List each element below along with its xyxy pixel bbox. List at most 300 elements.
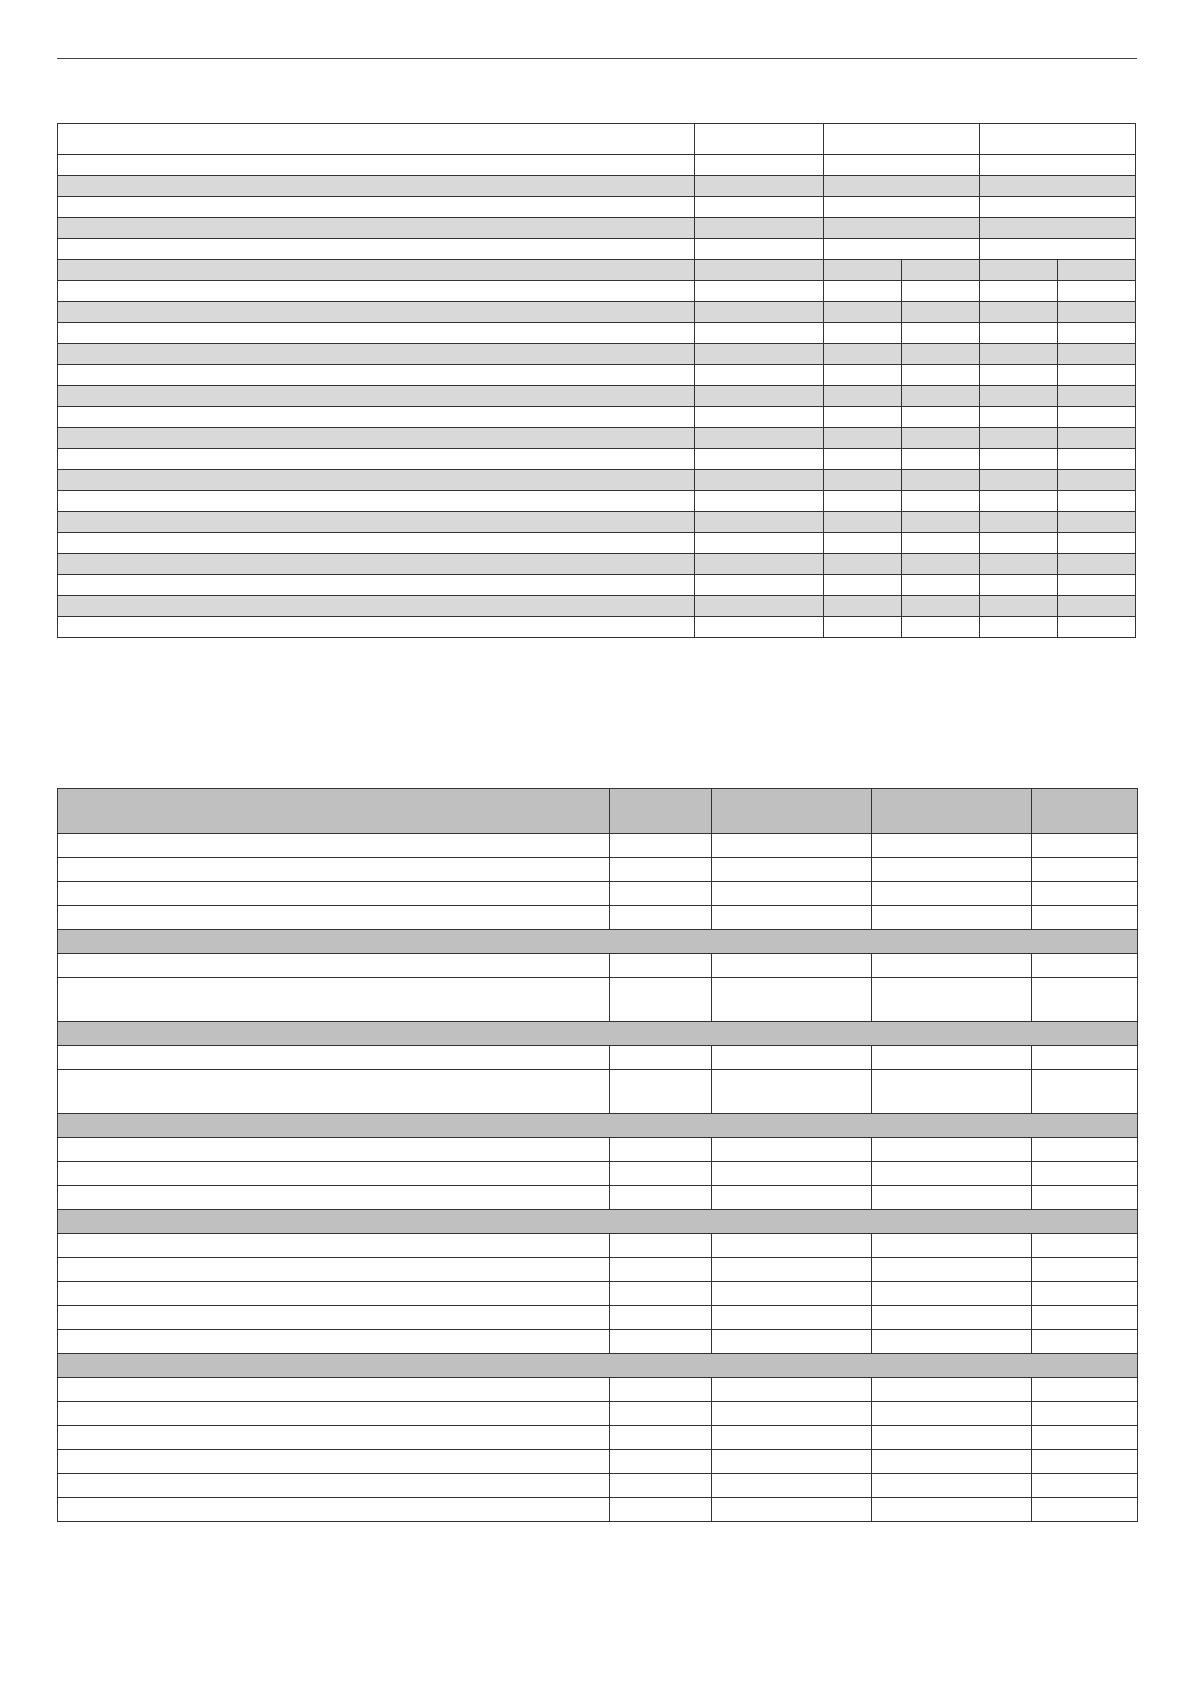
table-cell [712, 1330, 872, 1354]
table-row [58, 1378, 1138, 1402]
table-cell [58, 954, 610, 978]
table-cell [902, 575, 980, 596]
table-cell [58, 1402, 610, 1426]
table-cell [58, 323, 695, 344]
table-cell [872, 1378, 1032, 1402]
table-cell [980, 344, 1058, 365]
table-cell [824, 239, 980, 260]
table-cell [872, 954, 1032, 978]
table-cell [712, 1234, 872, 1258]
table-cell [58, 1022, 1138, 1046]
table-cell [610, 954, 712, 978]
table-cell [1058, 470, 1136, 491]
table-row [58, 260, 1136, 281]
table-cell [872, 978, 1032, 1022]
table-cell [58, 1330, 610, 1354]
table-cell [695, 155, 824, 176]
table-cell [610, 1138, 712, 1162]
table-row [58, 155, 1136, 176]
table-cell [58, 930, 1138, 954]
table-cell [1058, 428, 1136, 449]
table-cell [712, 954, 872, 978]
table-cell [58, 1354, 1138, 1378]
table-cell [1032, 1306, 1138, 1330]
table-cell [872, 1046, 1032, 1070]
table-cell [58, 1474, 610, 1498]
table-row [58, 323, 1136, 344]
table-cell [695, 575, 824, 596]
table-cell [712, 1426, 872, 1450]
table-cell [872, 906, 1032, 930]
table-cell [695, 344, 824, 365]
table-cell [1058, 575, 1136, 596]
table-cell [712, 1450, 872, 1474]
table-row [58, 575, 1136, 596]
table-top [57, 123, 1136, 638]
table-cell [902, 344, 980, 365]
table-cell [610, 882, 712, 906]
table-cell [1032, 1450, 1138, 1474]
table-row [58, 954, 1138, 978]
table-cell [1032, 1378, 1138, 1402]
table-cell [902, 428, 980, 449]
section-row [58, 1354, 1138, 1378]
table-cell [1058, 554, 1136, 575]
table-row [58, 1234, 1138, 1258]
table-cell [712, 1498, 872, 1522]
table-cell [980, 575, 1058, 596]
table-cell [712, 1162, 872, 1186]
table-cell [872, 1498, 1032, 1522]
table-cell [1032, 978, 1138, 1022]
table-cell [902, 302, 980, 323]
table-cell [58, 554, 695, 575]
table-row [58, 512, 1136, 533]
table-cell [712, 1070, 872, 1114]
table-row [58, 365, 1136, 386]
table-row [58, 1186, 1138, 1210]
table-cell [980, 449, 1058, 470]
table-cell [1032, 1258, 1138, 1282]
table-row [58, 386, 1136, 407]
table-cell [1058, 302, 1136, 323]
table-row [58, 302, 1136, 323]
table-row [58, 1330, 1138, 1354]
table-cell [58, 449, 695, 470]
table-cell [610, 1402, 712, 1426]
table-cell [610, 1186, 712, 1210]
table-cell [695, 302, 824, 323]
table-cell [712, 978, 872, 1022]
table-cell [610, 1306, 712, 1330]
table-row [58, 218, 1136, 239]
table-cell [58, 302, 695, 323]
table-cell [980, 239, 1136, 260]
section-row [58, 930, 1138, 954]
table-cell [980, 617, 1058, 638]
table-cell [695, 197, 824, 218]
table-cell [1032, 1186, 1138, 1210]
table-cell [1058, 617, 1136, 638]
table-cell [58, 834, 610, 858]
table-cell [872, 1162, 1032, 1186]
table-cell [1058, 365, 1136, 386]
table-cell [58, 1186, 610, 1210]
table-row [58, 554, 1136, 575]
table-cell [610, 789, 712, 834]
table-cell [58, 533, 695, 554]
table-cell [980, 491, 1058, 512]
section-row [58, 1022, 1138, 1046]
table-cell [695, 365, 824, 386]
table-row [58, 344, 1136, 365]
table-cell [1032, 1046, 1138, 1070]
table-cell [58, 596, 695, 617]
table-cell [58, 260, 695, 281]
table-row [58, 1162, 1138, 1186]
table-cell [695, 491, 824, 512]
table-cell [58, 1162, 610, 1186]
table-cell [902, 617, 980, 638]
table-cell [712, 789, 872, 834]
table-cell [695, 323, 824, 344]
table-cell [58, 344, 695, 365]
table-cell [610, 978, 712, 1022]
table-cell [980, 197, 1136, 218]
table-cell [695, 596, 824, 617]
table-cell [980, 407, 1058, 428]
table-cell [58, 1210, 1138, 1234]
table-cell [58, 386, 695, 407]
table-cell [1058, 533, 1136, 554]
table-row [58, 281, 1136, 302]
table-cell [824, 124, 980, 155]
table-cell [980, 176, 1136, 197]
table-row [58, 1070, 1138, 1114]
section-row [58, 1210, 1138, 1234]
table-cell [1058, 512, 1136, 533]
table-cell [712, 1138, 872, 1162]
table-row [58, 978, 1138, 1022]
table-cell [902, 533, 980, 554]
table-row [58, 906, 1138, 930]
table-cell [902, 512, 980, 533]
table-cell [980, 323, 1058, 344]
table-cell [872, 834, 1032, 858]
table-cell [58, 365, 695, 386]
table-cell [1032, 1162, 1138, 1186]
table-cell [1032, 954, 1138, 978]
table-cell [824, 218, 980, 239]
table-cell [1032, 789, 1138, 834]
table-cell [824, 533, 902, 554]
table-cell [58, 428, 695, 449]
table-row [58, 124, 1136, 155]
table-row [58, 1138, 1138, 1162]
table-cell [1032, 1138, 1138, 1162]
table-cell [58, 1114, 1138, 1138]
table-cell [1058, 323, 1136, 344]
table-cell [872, 882, 1032, 906]
table-cell [824, 407, 902, 428]
table-cell [695, 449, 824, 470]
table-cell [824, 470, 902, 491]
table-cell [58, 1306, 610, 1330]
table-cell [610, 1450, 712, 1474]
table-cell [58, 978, 610, 1022]
table-cell [610, 1234, 712, 1258]
table-cell [58, 407, 695, 428]
table-cell [695, 554, 824, 575]
table-cell [58, 1138, 610, 1162]
table-cell [1058, 491, 1136, 512]
table-cell [610, 858, 712, 882]
table-cell [58, 1258, 610, 1282]
table-cell [872, 1282, 1032, 1306]
table-cell [824, 449, 902, 470]
table-row [58, 197, 1136, 218]
table-cell [58, 470, 695, 491]
table-cell [980, 470, 1058, 491]
table-cell [872, 1258, 1032, 1282]
table-cell [1032, 882, 1138, 906]
table-cell [824, 281, 902, 302]
table-cell [695, 218, 824, 239]
table-cell [610, 1474, 712, 1498]
table-row [58, 1450, 1138, 1474]
table-cell [58, 1070, 610, 1114]
table-cell [712, 858, 872, 882]
table-cell [902, 449, 980, 470]
table-row [58, 470, 1136, 491]
table-cell [58, 617, 695, 638]
table-row [58, 1258, 1138, 1282]
table-cell [695, 533, 824, 554]
table-row [58, 1474, 1138, 1498]
table-cell [980, 260, 1058, 281]
table-cell [872, 1306, 1032, 1330]
table-cell [610, 1070, 712, 1114]
table-row [58, 407, 1136, 428]
table-cell [980, 155, 1136, 176]
table-cell [58, 858, 610, 882]
table-cell [872, 1070, 1032, 1114]
table-cell [872, 1450, 1032, 1474]
table-cell [824, 617, 902, 638]
table-cell [610, 906, 712, 930]
table-header-row [58, 789, 1138, 834]
table-row [58, 858, 1138, 882]
table-cell [824, 554, 902, 575]
table-cell [980, 554, 1058, 575]
table-cell [980, 365, 1058, 386]
table-cell [712, 1378, 872, 1402]
table-cell [980, 218, 1136, 239]
table-cell [872, 1402, 1032, 1426]
table-cell [712, 1402, 872, 1426]
table-cell [1058, 596, 1136, 617]
table-cell [980, 512, 1058, 533]
table-cell [58, 1426, 610, 1450]
table-cell [824, 512, 902, 533]
table-row [58, 1306, 1138, 1330]
table-cell [712, 1186, 872, 1210]
table-cell [610, 1162, 712, 1186]
table-cell [980, 533, 1058, 554]
table-cell [824, 575, 902, 596]
table-cell [824, 197, 980, 218]
table-cell [824, 428, 902, 449]
table-cell [824, 491, 902, 512]
table-cell [695, 428, 824, 449]
table-cell [58, 124, 695, 155]
table-cell [712, 1046, 872, 1070]
table-cell [1032, 858, 1138, 882]
table-cell [695, 512, 824, 533]
table-bottom [57, 788, 1138, 1522]
table-cell [610, 1426, 712, 1450]
table-cell [712, 1282, 872, 1306]
table-cell [58, 197, 695, 218]
table-cell [695, 176, 824, 197]
table-cell [58, 1378, 610, 1402]
table-cell [610, 1258, 712, 1282]
table-cell [1058, 449, 1136, 470]
table-cell [872, 1426, 1032, 1450]
table-cell [902, 260, 980, 281]
table-cell [902, 596, 980, 617]
table-cell [872, 1186, 1032, 1210]
table-cell [695, 617, 824, 638]
table-cell [695, 281, 824, 302]
table-cell [695, 124, 824, 155]
table-cell [1058, 281, 1136, 302]
table-row [58, 596, 1136, 617]
table-cell [980, 281, 1058, 302]
table-row [58, 491, 1136, 512]
table-cell [980, 124, 1136, 155]
table-cell [902, 470, 980, 491]
table-cell [610, 1378, 712, 1402]
table-cell [58, 575, 695, 596]
table-cell [58, 789, 610, 834]
table-cell [610, 1282, 712, 1306]
table-cell [712, 1258, 872, 1282]
table-cell [58, 491, 695, 512]
table-cell [712, 906, 872, 930]
table-cell [980, 596, 1058, 617]
table-cell [824, 596, 902, 617]
table-cell [712, 834, 872, 858]
table-cell [610, 1498, 712, 1522]
table-cell [58, 882, 610, 906]
table-cell [712, 882, 872, 906]
table-cell [824, 302, 902, 323]
table-cell [58, 1450, 610, 1474]
table-cell [1032, 1070, 1138, 1114]
table-cell [695, 239, 824, 260]
table-cell [695, 470, 824, 491]
table-cell [58, 906, 610, 930]
table-cell [712, 1306, 872, 1330]
table-row [58, 533, 1136, 554]
table-cell [980, 428, 1058, 449]
table-cell [58, 176, 695, 197]
table-cell [1032, 906, 1138, 930]
table-row [58, 1402, 1138, 1426]
table-row [58, 617, 1136, 638]
table-cell [1032, 1426, 1138, 1450]
table-row [58, 176, 1136, 197]
table-cell [824, 323, 902, 344]
table-row [58, 834, 1138, 858]
table-cell [1032, 834, 1138, 858]
table-cell [58, 239, 695, 260]
table-cell [695, 260, 824, 281]
table-cell [1032, 1330, 1138, 1354]
table-cell [902, 554, 980, 575]
table-cell [872, 1138, 1032, 1162]
table-cell [58, 155, 695, 176]
table-cell [902, 365, 980, 386]
table-cell [824, 176, 980, 197]
table-row [58, 449, 1136, 470]
table-cell [1058, 386, 1136, 407]
table-cell [1032, 1234, 1138, 1258]
table-cell [902, 323, 980, 344]
table-cell [58, 1498, 610, 1522]
table-cell [824, 260, 902, 281]
table-cell [872, 789, 1032, 834]
table-row [58, 1282, 1138, 1306]
table-cell [610, 834, 712, 858]
table-cell [902, 281, 980, 302]
table-cell [824, 344, 902, 365]
table-cell [58, 1282, 610, 1306]
table-row [58, 1046, 1138, 1070]
table-cell [872, 858, 1032, 882]
table-cell [872, 1234, 1032, 1258]
table-cell [610, 1046, 712, 1070]
table-cell [695, 386, 824, 407]
table-cell [824, 365, 902, 386]
table-cell [58, 512, 695, 533]
table-cell [58, 1046, 610, 1070]
table-row [58, 1498, 1138, 1522]
table-cell [695, 407, 824, 428]
table-cell [872, 1474, 1032, 1498]
table-cell [902, 407, 980, 428]
table-cell [1058, 344, 1136, 365]
table-cell [58, 218, 695, 239]
table-row [58, 1426, 1138, 1450]
table-cell [1032, 1402, 1138, 1426]
table-cell [58, 1234, 610, 1258]
table-row [58, 239, 1136, 260]
table-cell [824, 386, 902, 407]
table-cell [1058, 407, 1136, 428]
header-rule [57, 58, 1137, 59]
table-cell [1058, 260, 1136, 281]
table-cell [58, 281, 695, 302]
table-cell [610, 1330, 712, 1354]
section-row [58, 1114, 1138, 1138]
table-cell [824, 155, 980, 176]
table-cell [902, 491, 980, 512]
table-cell [902, 386, 980, 407]
table-cell [1032, 1498, 1138, 1522]
table-cell [872, 1330, 1032, 1354]
